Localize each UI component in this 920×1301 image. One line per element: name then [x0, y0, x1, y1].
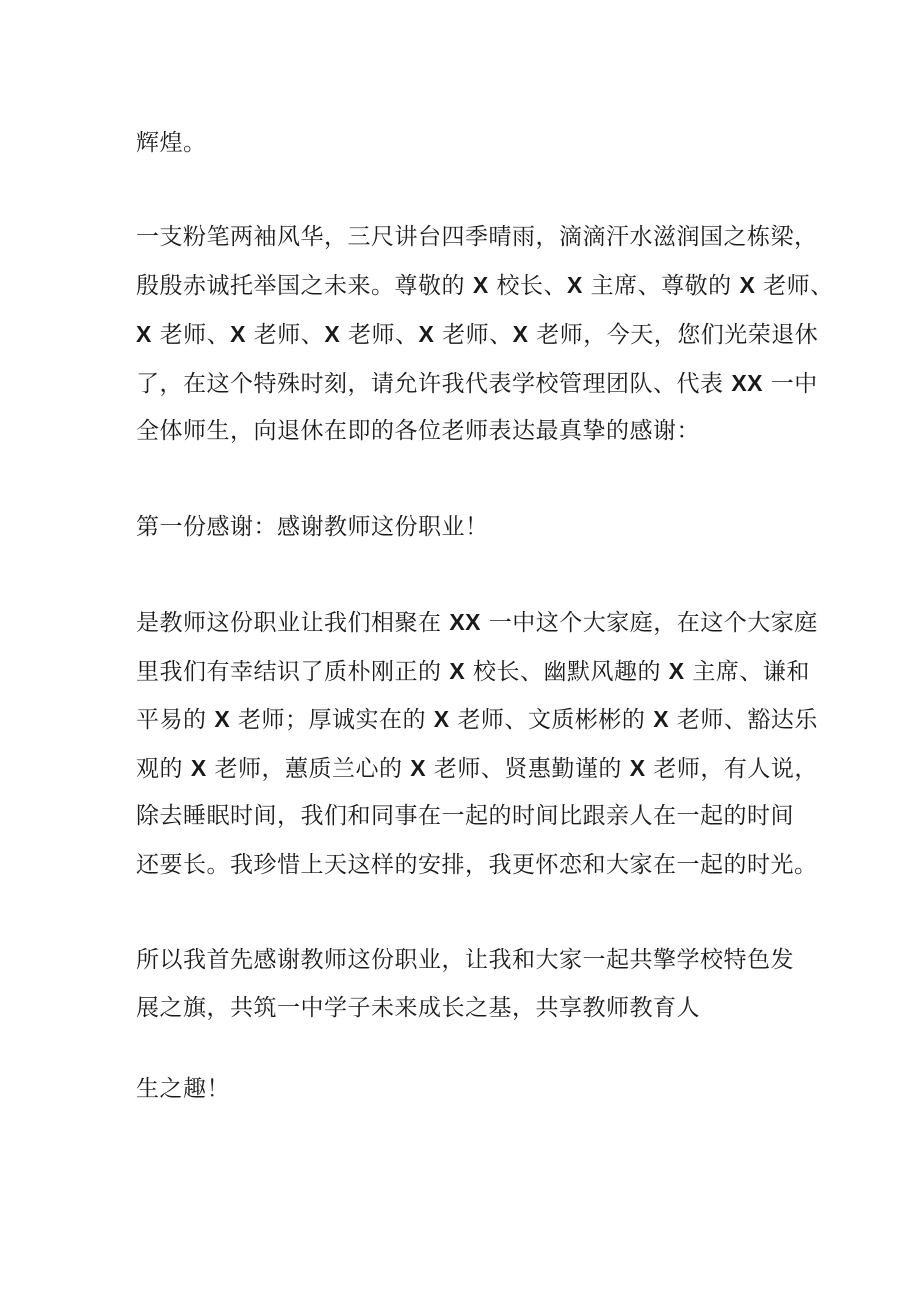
text-line: 全体师生，向退休在即的各位老师表达最真挚的感谢：: [136, 418, 700, 444]
text-line: 生之趣！: [136, 1076, 230, 1102]
section-heading: 第一份感谢：感谢教师这份职业！: [136, 514, 489, 540]
text-line: 平易的 X 老师；厚诚实在的 X 老师、文质彬彬的 X 老师、豁达乐: [136, 706, 818, 733]
text-line: 所以我首先感谢教师这份职业，让我和大家一起共擎学校特色发: [136, 947, 794, 973]
text-line: 里我们有幸结识了质朴刚正的 X 校长、幽默风趣的 X 主席、谦和: [136, 658, 810, 685]
text-line: 还要长。我珍惜上天这样的安排，我更怀恋和大家在一起的时光。: [136, 852, 818, 878]
text-line: 辉煌。: [136, 130, 207, 156]
text-line: X 老师、X 老师、X 老师、X 老师、X 老师，今天，您们光荣退休: [136, 321, 819, 348]
text-line: 殷殷赤诚托举国之未来。尊敬的 X 校长、X 主席、尊敬的 X 老师、: [136, 272, 834, 299]
text-line: 是教师这份职业让我们相聚在 XX 一中这个大家庭，在这个大家庭: [136, 609, 818, 636]
text-line: 观的 X 老师，蕙质兰心的 X 老师、贤惠勤谨的 X 老师，有人说，: [136, 755, 818, 782]
text-line: 展之旗，共筑一中学子未来成长之基，共享教师教育人: [136, 995, 700, 1021]
text-line: 一支粉笔两袖风华，三尺讲台四季晴雨，滴滴汗水滋润国之栋梁，: [136, 224, 818, 250]
text-line: 了，在这个特殊时刻，请允许我代表学校管理团队、代表 XX 一中: [136, 370, 818, 397]
text-line: 除去睡眠时间，我们和同事在一起的时间比跟亲人在一起的时间: [136, 803, 794, 829]
